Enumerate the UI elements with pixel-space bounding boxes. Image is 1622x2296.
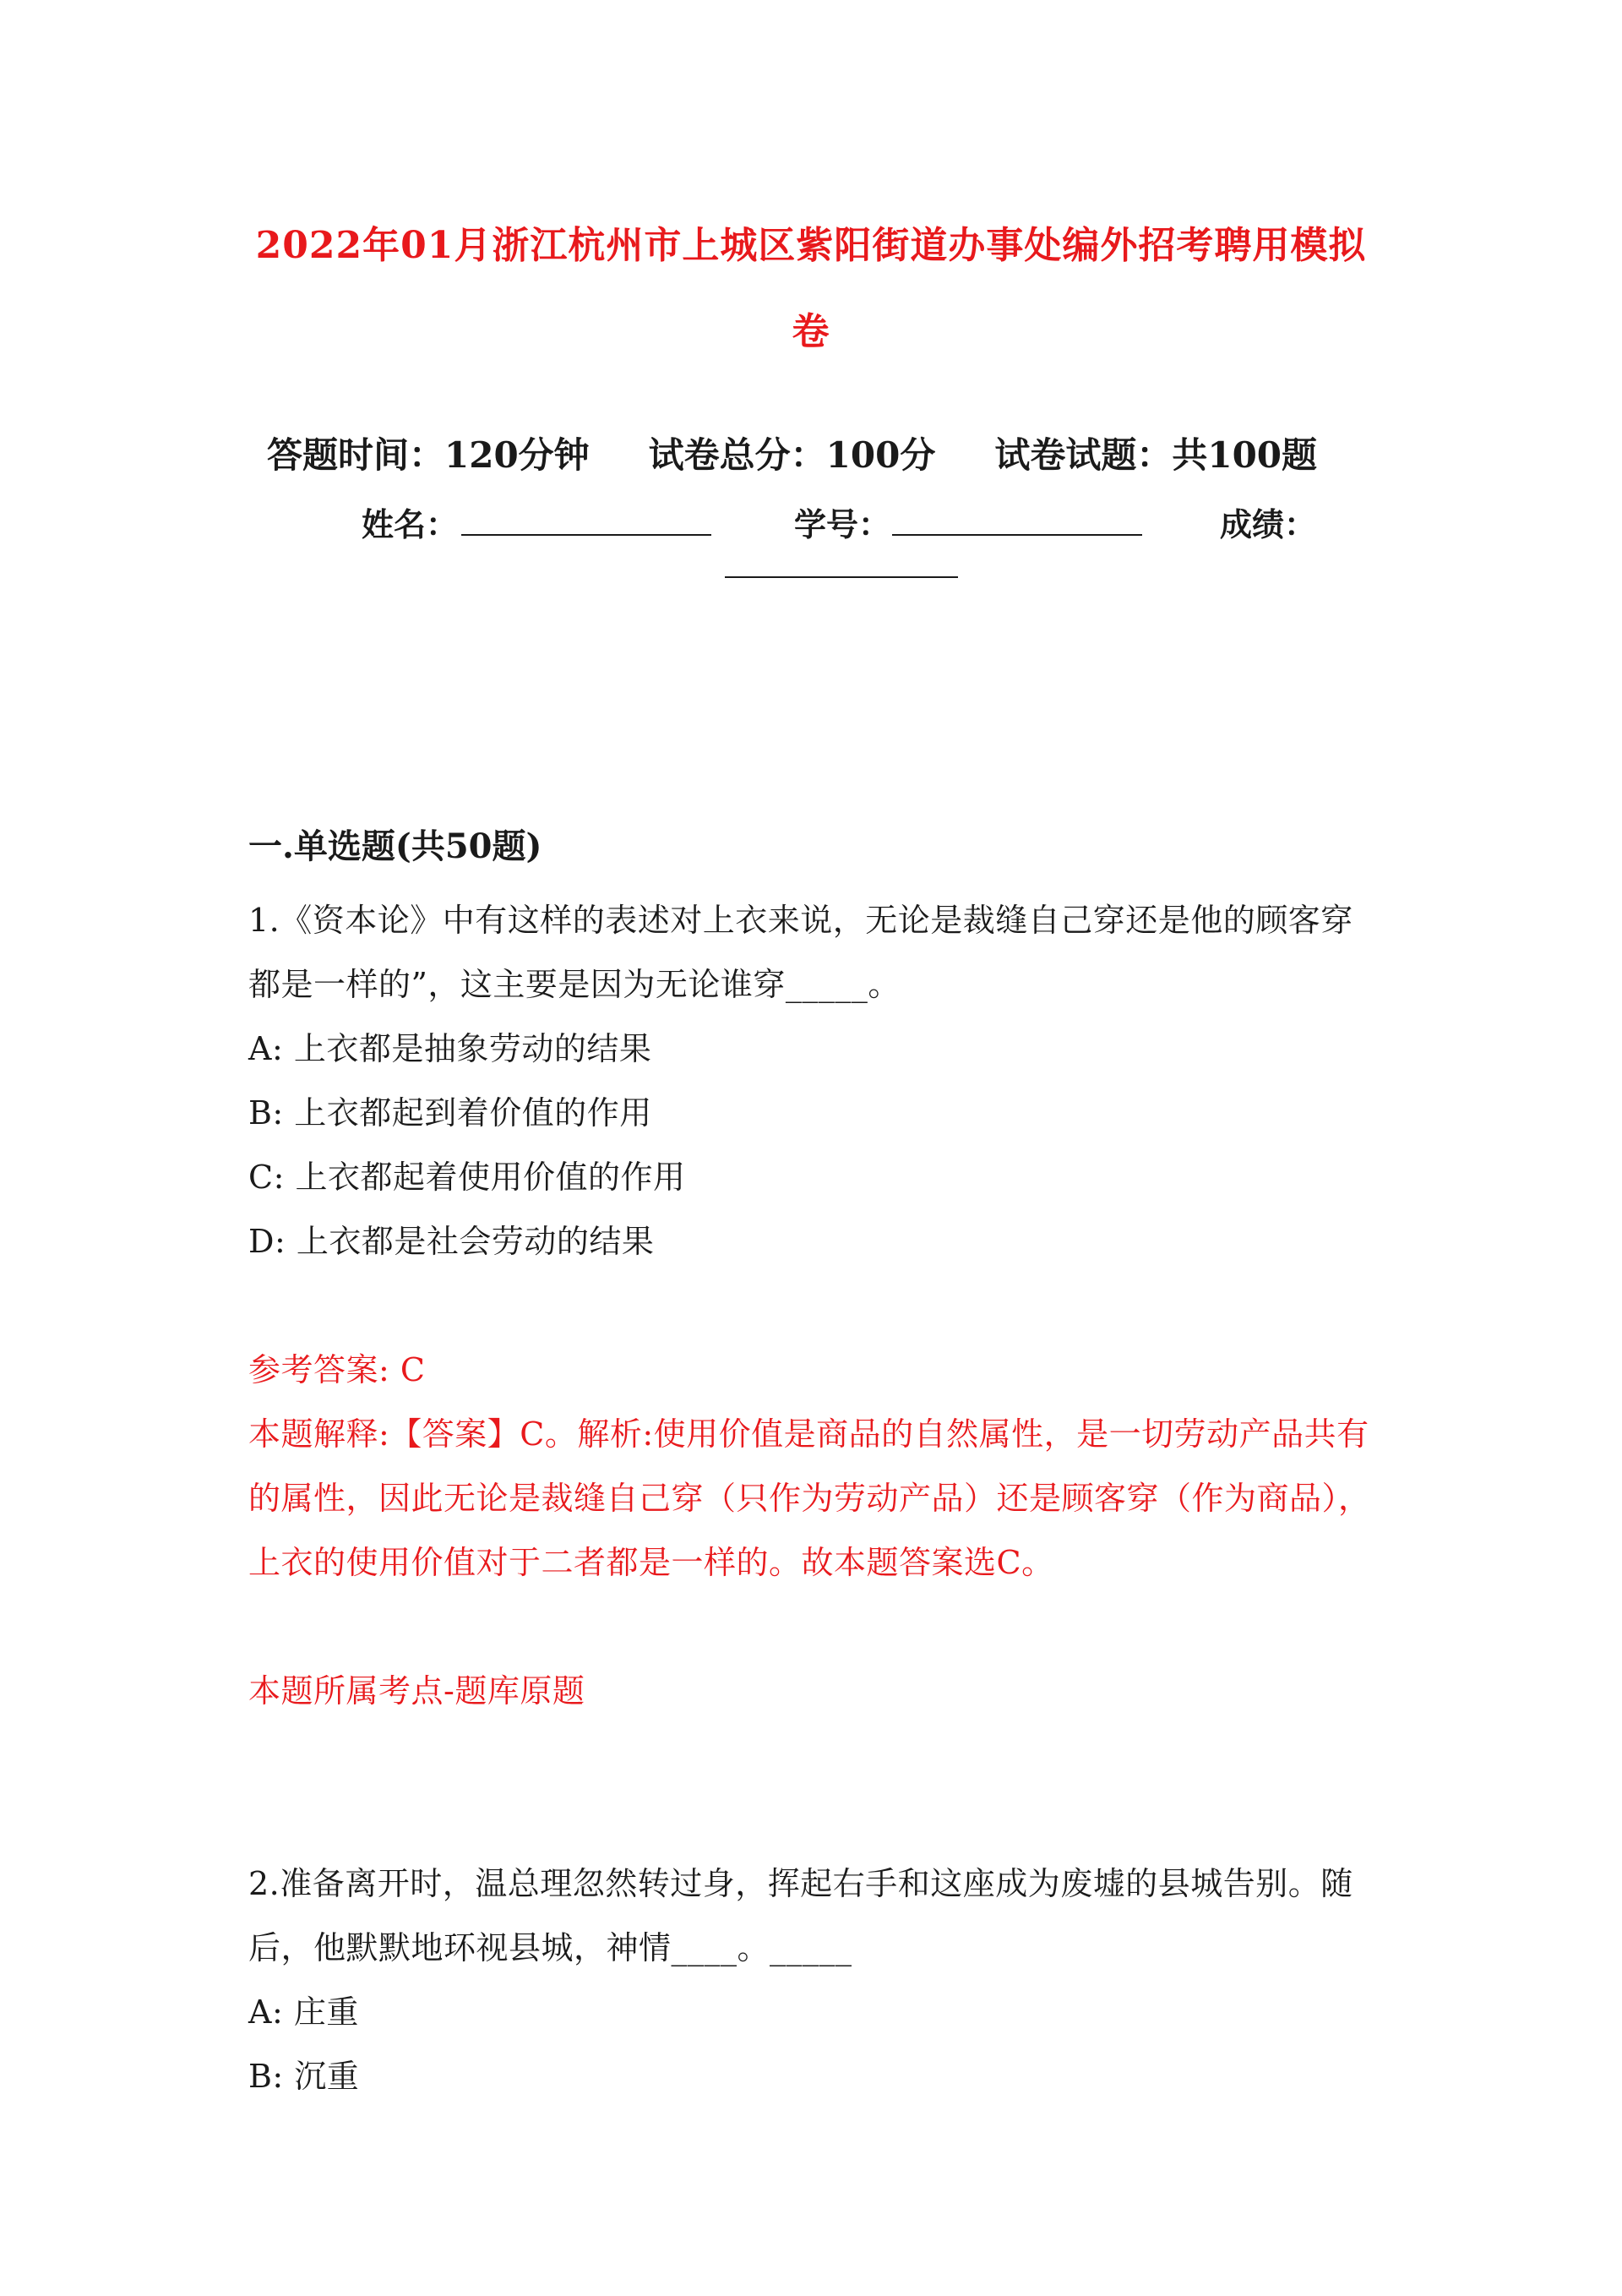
exam-total-score: 试卷总分：100分 (648, 434, 936, 476)
question-1-explanation-line1: 本题解释:【答案】C。解析:使用价值是商品的自然属性，是一切劳动产品共有 (248, 1415, 1369, 1453)
question-1-option-c: C: 上衣都起着使用价值的作用 (248, 1159, 686, 1196)
name-label: 姓名： (362, 505, 459, 543)
question-2-stem-line2: 后，他默默地环视县城，神情____。_____ (248, 1929, 852, 1966)
question-1-option-b: B: 上衣都起到着价值的作用 (248, 1094, 652, 1132)
exam-info-row (267, 428, 1317, 478)
question-1-option-a: A: 上衣都是抽象劳动的结果 (248, 1030, 652, 1067)
question-1-option-d: D: 上衣都是社会劳动的结果 (248, 1223, 655, 1260)
exam-question-count: 试卷试题：共100题 (994, 434, 1318, 476)
question-2-option-a: A: 庄重 (248, 1993, 359, 2031)
name-blank (461, 534, 711, 536)
question-2-option-b: B: 沉重 (248, 2058, 360, 2095)
question-1-answer: 参考答案: C (248, 1351, 426, 1388)
student-id-label: 学号： (794, 505, 891, 543)
question-2-stem-line1: 2.准备离开时，温总理忽然转过身，挥起右手和这座成为废墟的县城告别。随 (248, 1865, 1353, 1902)
student-id-blank (892, 534, 1142, 536)
question-1-explanation-line3: 上衣的使用价值对于二者都是一样的。故本题答案选C。 (248, 1544, 1054, 1581)
section-heading: 一.单选题(共50题) (248, 826, 542, 866)
exam-title-line2: 卷 (792, 310, 830, 353)
question-1-explanation-line2: 的属性，因此无论是裁缝自己穿（只作为劳动产品）还是顾客穿（作为商品）， (248, 1480, 1371, 1517)
score-blank (725, 576, 958, 578)
score-label: 成绩： (1220, 505, 1317, 543)
question-1-stem-line1: 1.《资本论》中有这样的表述对上衣来说，无论是裁缝自己穿还是他的顾客穿 (248, 902, 1353, 939)
question-1-stem-line2: 都是一样的”，这主要是因为无论谁穿_____。 (248, 966, 901, 1003)
exam-time: 答题时间：120分钟 (267, 434, 590, 476)
exam-title-line1: 2022年01月浙江杭州市上城区紫阳街道办事处编外招考聘用模拟 (255, 224, 1367, 267)
question-1-source: 本题所属考点-题库原题 (248, 1672, 585, 1710)
